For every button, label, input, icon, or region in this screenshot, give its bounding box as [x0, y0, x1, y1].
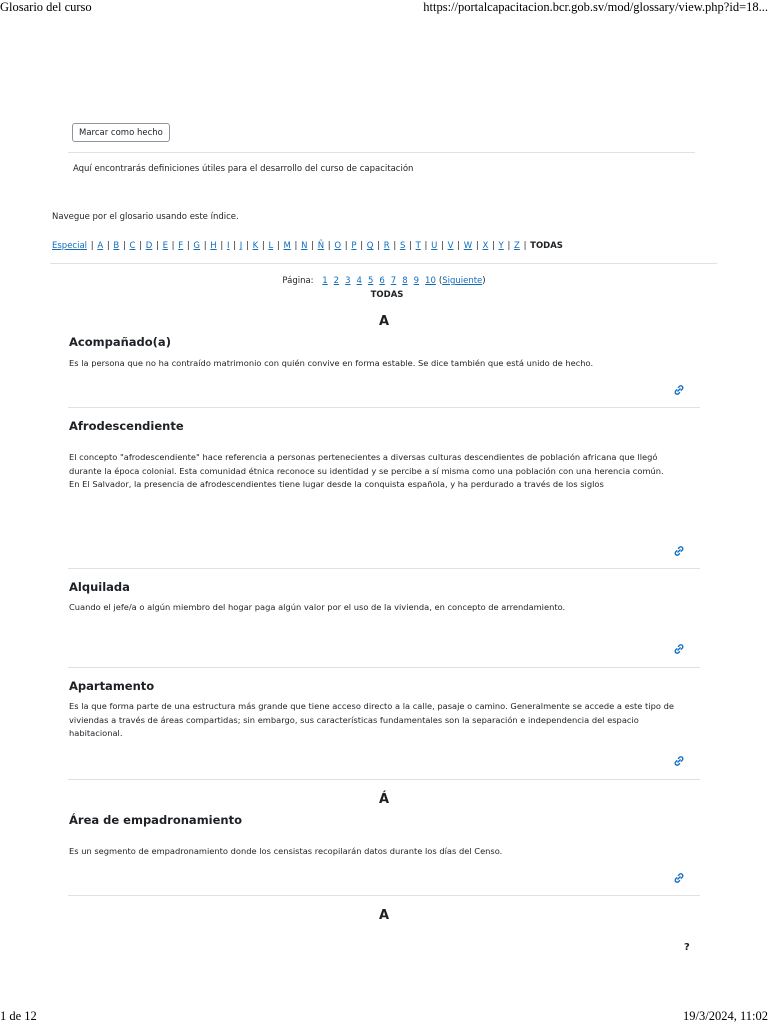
- separator: |: [409, 241, 412, 251]
- print-footer-datetime: 19/3/2024, 11:02: [683, 1009, 768, 1023]
- alphabet-letter-link[interactable]: A: [97, 241, 104, 251]
- page-link[interactable]: 7: [390, 276, 397, 286]
- separator: |: [186, 241, 190, 251]
- separator: |: [139, 241, 143, 251]
- separator: |: [377, 241, 381, 251]
- definition-line: En El Salvador, la presencia de afrodescendientes tiene lugar desde la conquista española, y ha perdurado a través de los siglos: [69, 479, 604, 489]
- permalink-icon[interactable]: [673, 755, 685, 767]
- alphabet-letter-link[interactable]: P: [351, 241, 357, 251]
- alphabet-letter-link[interactable]: I: [226, 241, 230, 251]
- permalink-icon[interactable]: [673, 545, 685, 557]
- divider: [68, 568, 700, 569]
- page-link[interactable]: 8: [402, 276, 408, 286]
- separator: |: [90, 241, 94, 251]
- pagination-label: Página:: [282, 276, 314, 286]
- alphabet-letter-link[interactable]: S: [399, 241, 406, 251]
- alphabet-letter-link[interactable]: Y: [498, 241, 504, 251]
- print-footer: [0, 1009, 768, 1025]
- page-link[interactable]: 3: [345, 276, 351, 286]
- definition-line: El concepto "afrodescendiente" hace referencia a personas pertenecientes a diversas culturas descendientes de población africana que llegó: [69, 452, 658, 462]
- entry-term: Afrodescendiente: [69, 419, 184, 433]
- print-footer-page: 1 de 12: [0, 1009, 37, 1023]
- separator: |: [233, 241, 237, 251]
- entry-definition: [69, 451, 701, 492]
- alphabet-letter-link[interactable]: H: [210, 241, 217, 251]
- separator: |: [294, 241, 298, 251]
- alphabet-letter-link[interactable]: Z: [514, 241, 520, 251]
- alphabet-letter-link[interactable]: J: [239, 241, 243, 251]
- question-icon[interactable]: ?: [684, 942, 690, 953]
- definition-line: Es la que forma parte de una estructura más grande que tiene acceso directo a la calle, pasaje o camino. Generalmente se accede a este tipo de: [69, 701, 674, 711]
- definition-line: habitacional.: [69, 728, 123, 738]
- alphabet-letter-link[interactable]: R: [383, 241, 390, 251]
- separator: |: [393, 241, 397, 251]
- alphabet-letter-link[interactable]: E: [162, 241, 168, 251]
- navigate-hint: Navegue por el glosario usando este índice.: [52, 212, 239, 222]
- letter-heading: Á: [378, 792, 390, 807]
- definition-line: viviendas a través de áreas compartidas; sin embargo, sus características fundamentales son la separación e independencia del espacio: [69, 714, 639, 725]
- page-link[interactable]: 2: [333, 276, 340, 286]
- separator: |: [122, 241, 126, 251]
- pagination: [0, 276, 768, 286]
- page-link[interactable]: 1: [322, 276, 328, 286]
- separator: |: [327, 241, 331, 251]
- page-link[interactable]: 5: [367, 276, 374, 286]
- mark-as-done-button[interactable]: Marcar como hecho: [72, 123, 170, 142]
- alphabet-letter-link[interactable]: X: [482, 241, 489, 251]
- separator: |: [261, 241, 265, 251]
- separator: |: [457, 241, 461, 251]
- alphabet-letter-link[interactable]: M: [283, 241, 291, 251]
- alphabet-letter-link[interactable]: C: [129, 241, 136, 251]
- entry-term: Área de empadronamiento: [69, 813, 243, 827]
- alphabet-letter-link[interactable]: Q: [366, 241, 374, 251]
- divider: [68, 779, 700, 780]
- separator: |: [171, 241, 175, 251]
- glossary-intro: Aquí encontrarás definiciones útiles para el desarrollo del curso de capacitación: [73, 164, 414, 174]
- alphabet-letter-link[interactable]: W: [463, 241, 473, 251]
- alphabet-letter-link[interactable]: F: [178, 241, 184, 251]
- alphabet-letter-link[interactable]: B: [113, 241, 120, 251]
- entry-definition: Es un segmento de empadronamiento donde los censistas recopilarán datos durante los días del Censo.: [69, 846, 503, 856]
- alphabet-special-link[interactable]: Especial: [52, 241, 88, 251]
- alphabet-all-current: TODAS: [530, 241, 563, 251]
- print-header-url: https://portalcapacitacion.bcr.gob.sv/mod/glossary/view.php?id=18...: [423, 0, 768, 14]
- letter-heading: A: [378, 314, 390, 329]
- alphabet-letter-link[interactable]: U: [431, 241, 438, 251]
- alphabet-letter-link[interactable]: T: [415, 241, 421, 251]
- entry-term: Alquilada: [69, 580, 130, 594]
- separator: |: [441, 241, 444, 251]
- alphabet-letter-link[interactable]: N: [301, 241, 308, 251]
- divider: [50, 263, 717, 264]
- page-link[interactable]: 4: [356, 276, 362, 286]
- next-page-label[interactable]: Siguiente: [442, 276, 483, 286]
- separator: |: [220, 241, 224, 251]
- definition-line: durante la época colonial. Esta comunidad étnica reconoce su identidad y se percibe a sí misma como una población con una herencia común.: [69, 465, 664, 476]
- pagination-current: TODAS: [370, 290, 404, 300]
- page-link[interactable]: 6: [379, 276, 385, 286]
- entry-definition: Cuando el jefe/a o algún miembro del hogar paga algún valor por el uso de la vivienda, en concepto de arrendamiento.: [69, 602, 566, 612]
- separator: |: [311, 241, 315, 251]
- separator: |: [203, 241, 207, 251]
- separator: |: [246, 241, 249, 251]
- separator: |: [523, 241, 527, 251]
- alphabet-letter-link[interactable]: Ñ: [317, 241, 325, 251]
- divider: [68, 152, 695, 153]
- alphabet-letter-link[interactable]: K: [252, 241, 259, 251]
- divider: [68, 895, 700, 896]
- letter-heading: A: [378, 908, 390, 923]
- separator: |: [156, 241, 159, 251]
- page-link[interactable]: 9: [413, 276, 420, 286]
- separator: |: [491, 241, 495, 251]
- separator: |: [475, 241, 479, 251]
- alphabet-letter-link[interactable]: O: [334, 241, 342, 251]
- alphabet-letter-link[interactable]: D: [145, 241, 153, 251]
- separator: |: [507, 241, 511, 251]
- entry-definition: [69, 700, 701, 741]
- entry-term: Acompañado(a): [69, 335, 171, 349]
- separator: |: [360, 241, 364, 251]
- alphabet-letter-link[interactable]: V: [447, 241, 454, 251]
- next-page-link[interactable]: (Siguiente): [438, 276, 486, 286]
- permalink-icon[interactable]: [673, 384, 685, 396]
- divider: [68, 667, 700, 668]
- alphabet-letter-link[interactable]: G: [193, 241, 201, 251]
- separator: |: [424, 241, 428, 251]
- permalink-icon[interactable]: [673, 643, 685, 655]
- permalink-icon[interactable]: [673, 872, 685, 884]
- separator: |: [276, 241, 280, 251]
- entry-term: Apartamento: [69, 679, 155, 693]
- separator: |: [106, 241, 110, 251]
- print-header: [0, 0, 768, 16]
- entry-definition: Es la persona que no ha contraído matrimonio con quién convive en forma estable. Se dice también que está unido de hecho.: [69, 358, 594, 368]
- page-link[interactable]: 10: [425, 276, 436, 286]
- alphabet-index: [52, 241, 563, 251]
- separator: |: [344, 241, 348, 251]
- divider: [68, 407, 700, 408]
- print-header-title: Glosario del curso: [0, 0, 92, 14]
- alphabet-letter-link[interactable]: L: [268, 241, 274, 251]
